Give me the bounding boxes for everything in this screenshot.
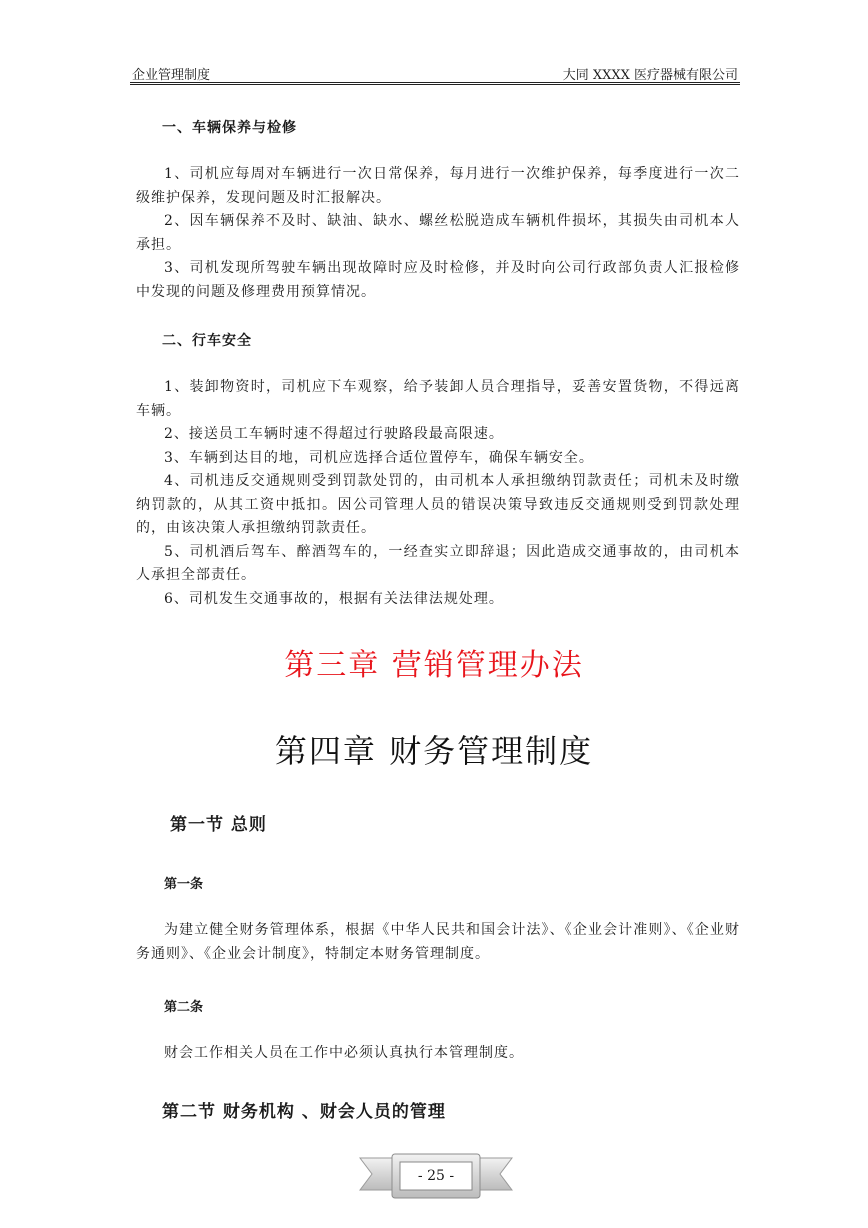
paragraph: 6、司机发生交通事故的，根据有关法律法规处理。 [164,590,504,607]
paragraph: 为建立健全财务管理体系，根据《中华人民共和国会计法》、《企业会计准则》、《企业财务通则》、《企业会计制度》，特制定本财务管理制度。 [136,922,740,962]
chapter-title: 第三章 营销管理办法 [284,648,584,683]
article-body [136,919,740,966]
header-right: 大同 XXXX 医疗器械有限公司 [562,68,738,83]
node-heading: 第二节 财务机构 、财会人员的管理 [162,1102,446,1122]
section-heading: 二、行车安全 [162,333,252,349]
section-heading: 一、车辆保养与检修 [162,120,297,136]
header-rule [130,84,740,85]
paragraph: 1、司机应每周对车辆进行一次日常保养，每月进行一次维护保养，每季度进行一次二级维护保养，发现问题及时汇报解决。 [136,166,740,206]
paragraph: 2、接送员工车辆时速不得超过行驶路段最高限速。 [164,426,504,442]
paragraph: 3、车辆到达目的地，司机应选择合适位置停车，确保车辆安全。 [164,449,594,466]
article-heading: 第一条 [164,877,204,892]
paragraph: 4、司机违反交通规则受到罚款处罚的，由司机本人承担缴纳罚款责任；司机未及时缴纳罚款的，从其工资中抵扣。因公司管理人员的错误决策导致违反交通规则受到罚款处理的，由该决策人承担缴纳罚款责任。 [136,473,740,536]
node-heading: 第一节 总则 [170,815,267,835]
chapter-title: 第四章 财务管理制度 [274,732,594,770]
article-body [136,1042,740,1066]
page-number: - 25 - [417,1168,455,1184]
paragraph: 5、司机酒后驾车、醉酒驾车的，一经查实立即辞退；因此造成交通事故的，由司机本人承担全部责任。 [136,543,740,583]
article-heading: 第二条 [164,1000,204,1015]
page-number-ribbon [356,1150,516,1202]
header-left: 企业管理制度 [132,68,211,83]
paragraph: 2、因车辆保养不及时、缺油、缺水、螺丝松脱造成车辆机件损坏，其损失由司机本人承担。 [136,213,740,253]
paragraph: 1、装卸物资时，司机应下车观察，给予装卸人员合理指导，妥善安置货物，不得远离车辆。 [136,379,740,419]
header-rule [130,82,740,83]
section-body [136,376,740,611]
section-body [136,163,740,304]
paragraph: 3、司机发现所驾驶车辆出现故障时应及时检修，并及时向公司行政部负责人汇报检修中发现的问题及修理费用预算情况。 [136,260,740,300]
paragraph: 财会工作相关人员在工作中必须认真执行本管理制度。 [164,1045,524,1061]
